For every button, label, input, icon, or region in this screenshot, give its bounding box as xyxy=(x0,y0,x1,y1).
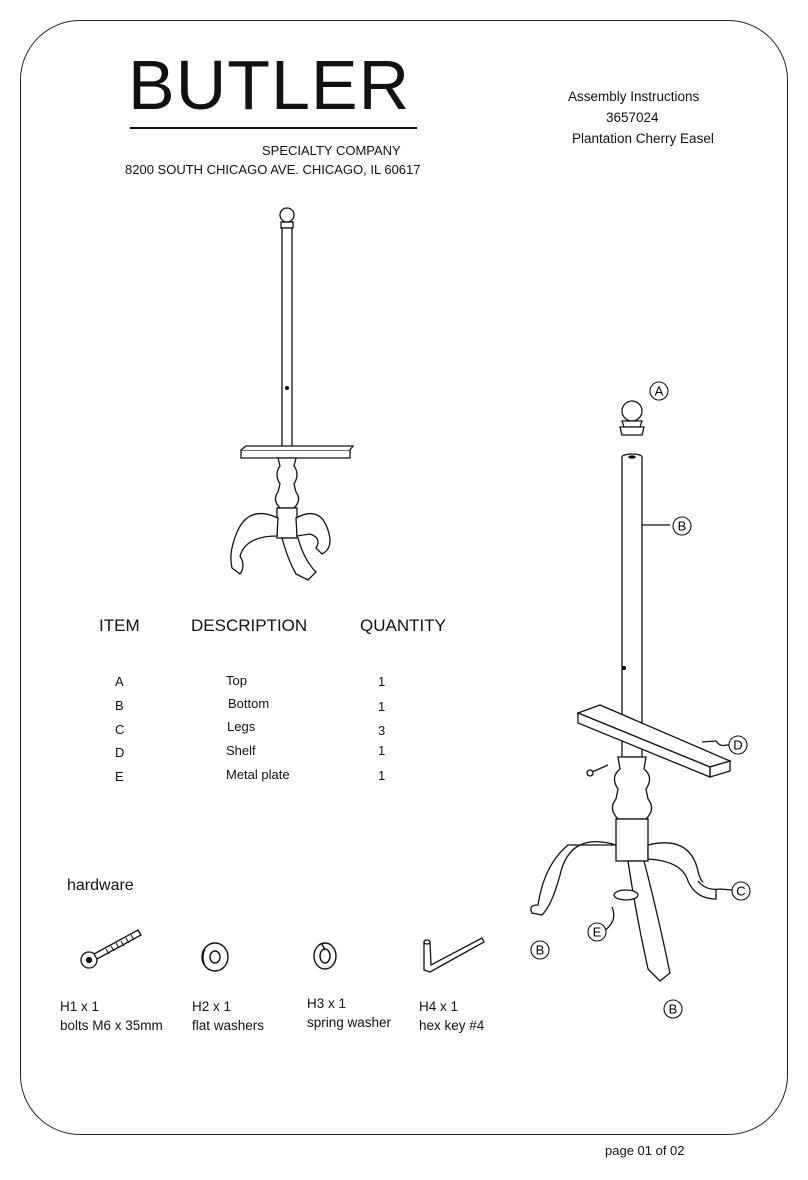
table-cell-description: Legs xyxy=(227,719,256,734)
callout-b-left-label: B xyxy=(535,942,545,958)
brand-logo: BUTLER xyxy=(128,46,411,124)
callout-c-label: C xyxy=(736,883,746,899)
bolt-icon xyxy=(72,922,152,972)
hardware-description: hex key #4 xyxy=(419,1018,485,1033)
table-cell-description: Bottom xyxy=(228,696,270,711)
page-number: page 01 of 02 xyxy=(605,1143,685,1158)
hardware-code: H1 x 1 xyxy=(60,999,100,1014)
description-column-header: DESCRIPTION xyxy=(191,616,308,635)
table-cell-quantity: 1 xyxy=(378,674,386,689)
hardware-item-h2 xyxy=(192,997,264,1035)
table-cell-quantity: 3 xyxy=(378,723,386,738)
model-number: 3657024 xyxy=(606,110,659,125)
hardware-title: hardware xyxy=(67,877,134,894)
callout-b-bottom-label: B xyxy=(668,1001,678,1017)
product-name: Plantation Cherry Easel xyxy=(572,131,714,146)
table-cell-quantity: 1 xyxy=(378,768,386,783)
hardware-code: H3 x 1 xyxy=(307,996,347,1011)
table-cell-quantity: 1 xyxy=(378,743,386,758)
table-cell-description: Top xyxy=(226,673,247,688)
company-address: 8200 SOUTH CHICAGO AVE. CHICAGO, IL 60617 xyxy=(125,162,421,177)
hardware-code: H2 x 1 xyxy=(192,999,232,1014)
table-cell-description: Metal plate xyxy=(226,767,290,782)
callout-b-pole-label: B xyxy=(677,518,687,534)
spring-washer-icon xyxy=(310,940,340,972)
hardware-item-h4 xyxy=(419,997,484,1035)
callout-a-label: A xyxy=(654,383,664,399)
table-cell-item: E xyxy=(115,769,124,784)
callout-e-label: E xyxy=(592,924,602,940)
table-cell-item: C xyxy=(115,722,125,737)
company-name: SPECIALTY COMPANY xyxy=(262,143,401,158)
table-cell-item: B xyxy=(115,698,124,713)
callout-d-label: D xyxy=(733,737,743,753)
hardware-description: spring washer xyxy=(307,1015,392,1030)
hardware-item-h1 xyxy=(60,997,163,1035)
hardware-description: flat washers xyxy=(192,1018,265,1033)
doc-type: Assembly Instructions xyxy=(568,89,700,104)
hardware-item-h3 xyxy=(307,994,391,1032)
flat-washer-icon xyxy=(198,940,232,974)
table-cell-quantity: 1 xyxy=(378,699,386,714)
table-cell-item: A xyxy=(115,674,124,689)
hardware-description: bolts M6 x 35mm xyxy=(60,1018,163,1033)
table-cell-description: Shelf xyxy=(226,743,256,758)
hardware-code: H4 x 1 xyxy=(419,999,459,1014)
quantity-column-header: QUANTITY xyxy=(360,616,446,635)
item-column-header: ITEM xyxy=(99,616,140,635)
table-cell-item: D xyxy=(115,745,125,760)
hex-key-icon xyxy=(418,932,490,980)
